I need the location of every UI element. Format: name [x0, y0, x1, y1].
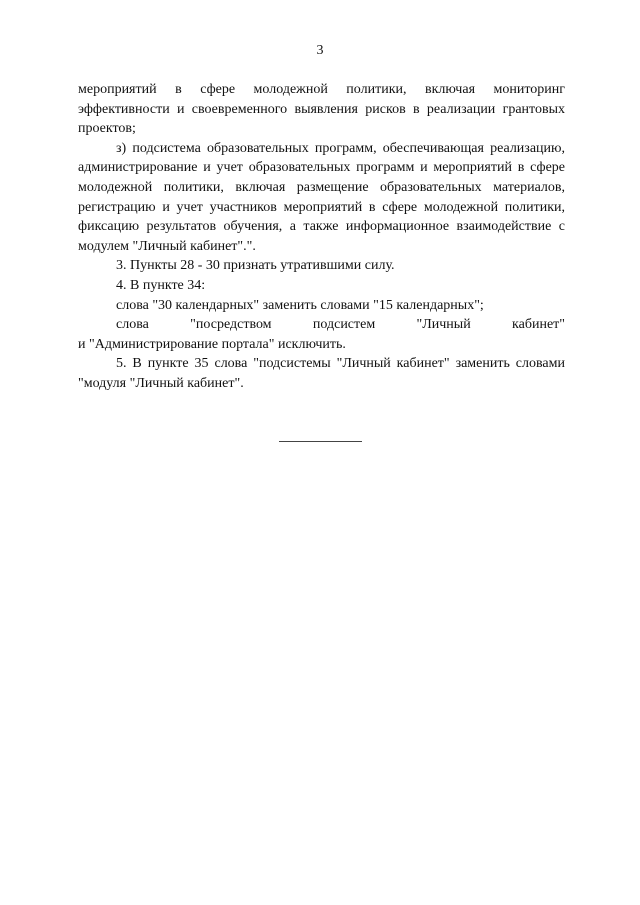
paragraph-item-4: 4. В пункте 34:	[116, 277, 206, 293]
document-body	[78, 80, 565, 394]
paragraph-grant-monitoring: мероприятий в сфере молодежной политики, включая мониторинг эффективности и своевременного выявления рисков в реализации грантовых проектов;	[78, 82, 565, 137]
paragraph-remove-subsystems: слова "посредством подсистем "Личный кабинет"	[116, 317, 565, 333]
paragraph-item-3: 3. Пункты 28 - 30 признать утратившими силу.	[116, 258, 395, 274]
paragraph-item-5: 5. В пункте 35 слова "подсистемы "Личный кабинет" заменить словами "модуля "Личный кабинет".	[78, 356, 565, 391]
paragraph-educational-subsystem: з) подсистема образовательных программ, обеспечивающая реализацию, администрирование и учет образовательных программ и мероприятий в сфере молодежной политики, включая размещение образовательных материалов, регистрацию и учет участников мероприятий в сфере молодежной политики, фиксацию результатов обучения, а также информационное взаимодействие с модулем "Личный кабинет".".	[78, 140, 565, 254]
paragraph-remove-subsystems-cont: и "Администрирование портала" исключить.	[78, 336, 346, 352]
paragraph-replace-days: слова "30 календарных" заменить словами "15 календарных";	[116, 297, 484, 313]
end-separator-line	[279, 441, 362, 442]
page-number: 3	[316, 43, 324, 58]
